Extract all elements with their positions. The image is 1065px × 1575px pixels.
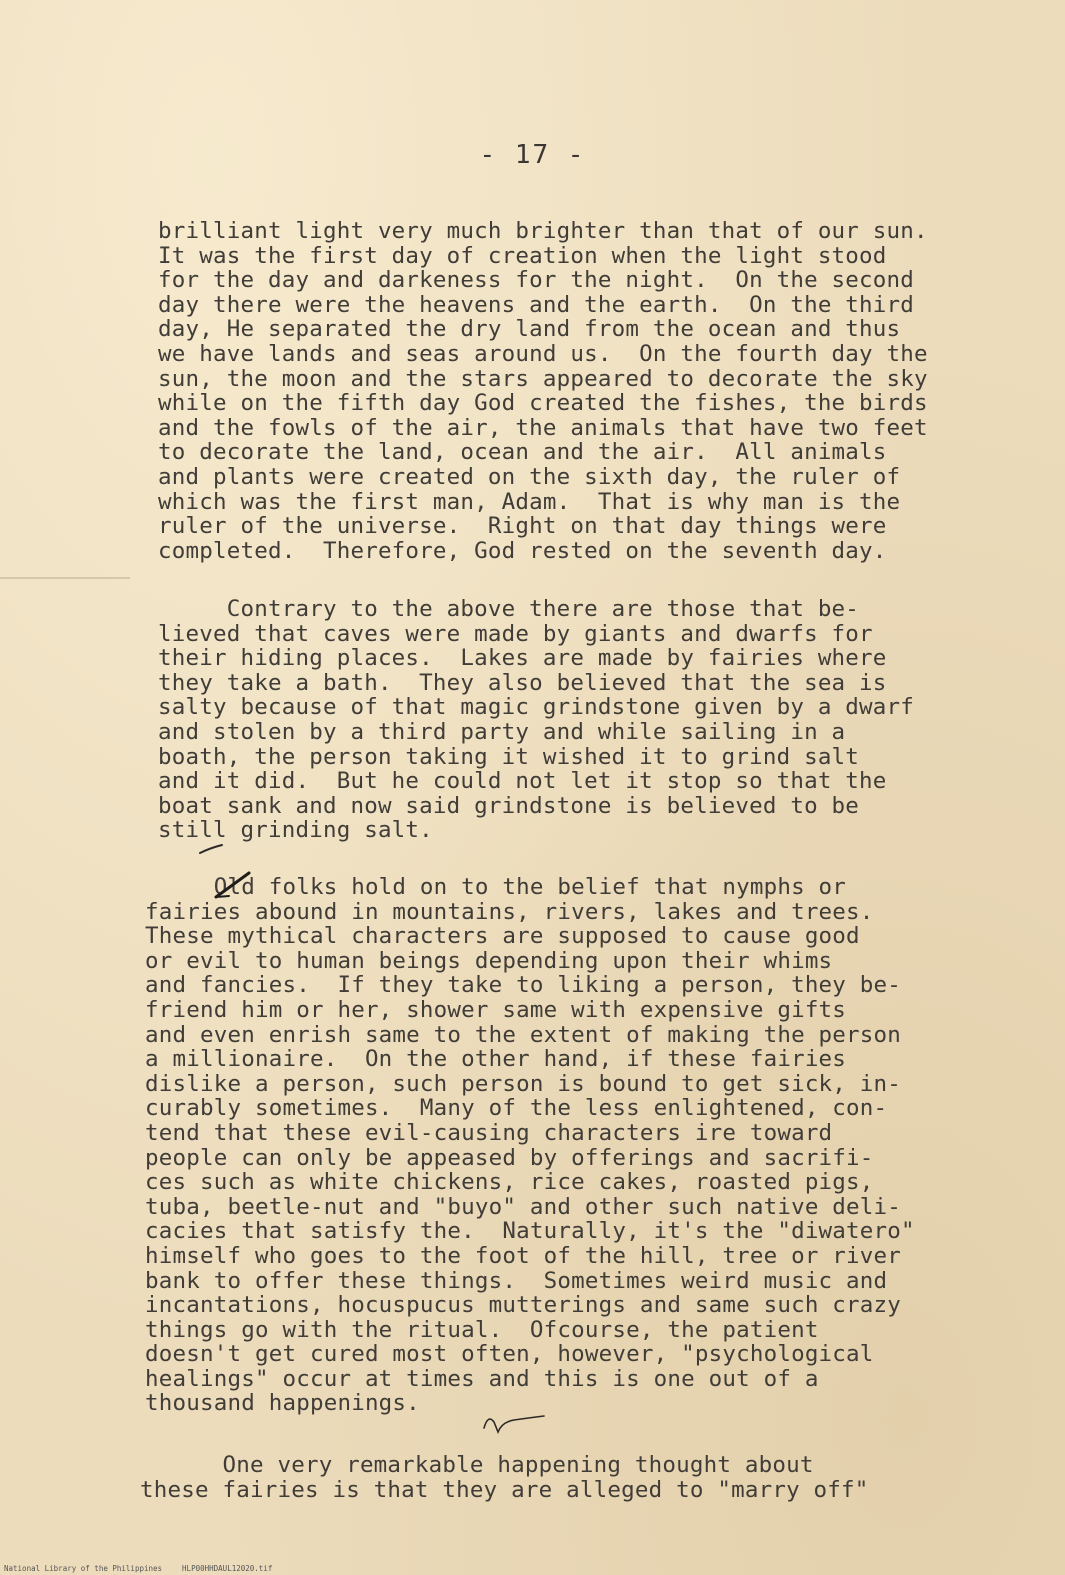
footer-library: National Library of the Philippines — [4, 1564, 163, 1573]
text-line: These mythical characters are supposed to cause good — [145, 923, 860, 950]
text-line: and fancies. If they take to liking a person, they be- — [145, 972, 902, 999]
text-line: It was the first day of creation when the light stood — [158, 242, 887, 269]
text-line: himself who goes to the foot of the hill, tree or river — [145, 1242, 902, 1269]
text-line: dislike a person, such person is bound to get sick, in- — [145, 1070, 902, 1097]
text-line: or evil to human beings depending upon their whims — [145, 947, 833, 974]
paragraph-caves-and-lakes — [158, 597, 914, 843]
paragraph-fairies-marry-off — [140, 1453, 869, 1502]
text-line: day there were the heavens and the earth. On the third — [158, 291, 915, 318]
paper-crease — [0, 577, 130, 579]
text-line: people can only be appeased by offerings and sacrifi- — [145, 1144, 874, 1171]
text-line: brilliant light very much brighter than that of our sun. — [158, 218, 928, 244]
text-line: to decorate the land, ocean and the air. All animals — [158, 439, 887, 466]
text-line: they take a bath. They also believed that the sea is — [158, 669, 887, 696]
text-line: while on the fifth day God created the fishes, the birds — [158, 390, 928, 417]
text-line: Old folks hold on to the belief that nymphs or — [145, 874, 847, 900]
pen-dash-mark — [198, 842, 224, 856]
text-line: and even enrish same to the extent of making the person — [145, 1021, 902, 1048]
text-line: boath, the person taking it wished it to grind salt — [158, 743, 860, 770]
text-line: curably sometimes. Many of the less enlightened, con- — [145, 1095, 888, 1122]
text-line: lieved that caves were made by giants and dwarfs for — [158, 620, 873, 647]
text-line: completed. Therefore, God rested on the seventh day. — [158, 537, 887, 564]
text-line: healings" occur at times and this is one out of a — [145, 1365, 819, 1392]
text-line: tend that these evil-causing characters ire toward — [145, 1119, 833, 1146]
pen-slash-mark — [213, 870, 253, 900]
text-line: things go with the ritual. Ofcourse, the patient — [145, 1316, 819, 1343]
text-line: ruler of the universe. Right on that day things were — [158, 513, 887, 540]
text-line: these fairies is that they are alleged to "marry off" — [140, 1476, 869, 1503]
text-line: doesn't get cured most often, however, "psychological — [145, 1341, 874, 1368]
text-line: boat sank and now said grindstone is believed to be — [158, 792, 860, 819]
text-line: a millionaire. On the other hand, if these fairies — [145, 1046, 847, 1073]
text-line: One very remarkable happening thought about — [140, 1452, 814, 1478]
footer-file: HLP00HHDAUL12020.tif — [182, 1564, 273, 1573]
text-line: fairies abound in mountains, rivers, lakes and trees. — [145, 898, 874, 925]
text-line: thousand happenings. — [145, 1390, 420, 1417]
text-line: friend him or her, shower same with expensive gifts — [145, 996, 847, 1023]
text-line: for the day and darkeness for the night. On the second — [158, 267, 915, 294]
text-line: salty because of that magic grindstone given by a dwarf — [158, 694, 915, 721]
text-line: tuba, beetle-nut and "buyo" and other such native deli- — [145, 1193, 902, 1220]
page-number: - 17 - — [479, 140, 586, 170]
scan-footer — [4, 1564, 1064, 1573]
text-line: their hiding places. Lakes are made by fairies where — [158, 645, 887, 672]
text-line: we have lands and seas around us. On the fourth day the — [158, 340, 928, 367]
paragraph-nymphs-and-fairies — [145, 875, 915, 1416]
text-line: sun, the moon and the stars appeared to decorate the sky — [158, 365, 928, 392]
text-line: and the fowls of the air, the animals that have two feet — [158, 414, 928, 441]
text-line: and it did. But he could not let it stop so that the — [158, 768, 887, 795]
text-line: and plants were created on the sixth day, the ruler of — [158, 463, 901, 490]
text-line: ces such as white chickens, rice cakes, roasted pigs, — [145, 1169, 874, 1196]
paragraph-creation-days — [158, 219, 928, 563]
text-line: cacies that satisfy the. Naturally, it's the "diwatero" — [145, 1218, 915, 1245]
text-line: still grinding salt. — [158, 817, 433, 844]
text-line: incantations, hocuspucus mutterings and same such crazy — [145, 1292, 902, 1319]
text-line: Contrary to the above there are those that be- — [158, 596, 860, 622]
text-line: day, He separated the dry land from the ocean and thus — [158, 316, 901, 343]
text-line: and stolen by a third party and while sailing in a — [158, 718, 846, 745]
text-line: bank to offer these things. Sometimes weird music and — [145, 1267, 888, 1294]
text-line: which was the first man, Adam. That is why man is the — [158, 488, 901, 515]
pen-squiggle-mark — [480, 1408, 550, 1436]
